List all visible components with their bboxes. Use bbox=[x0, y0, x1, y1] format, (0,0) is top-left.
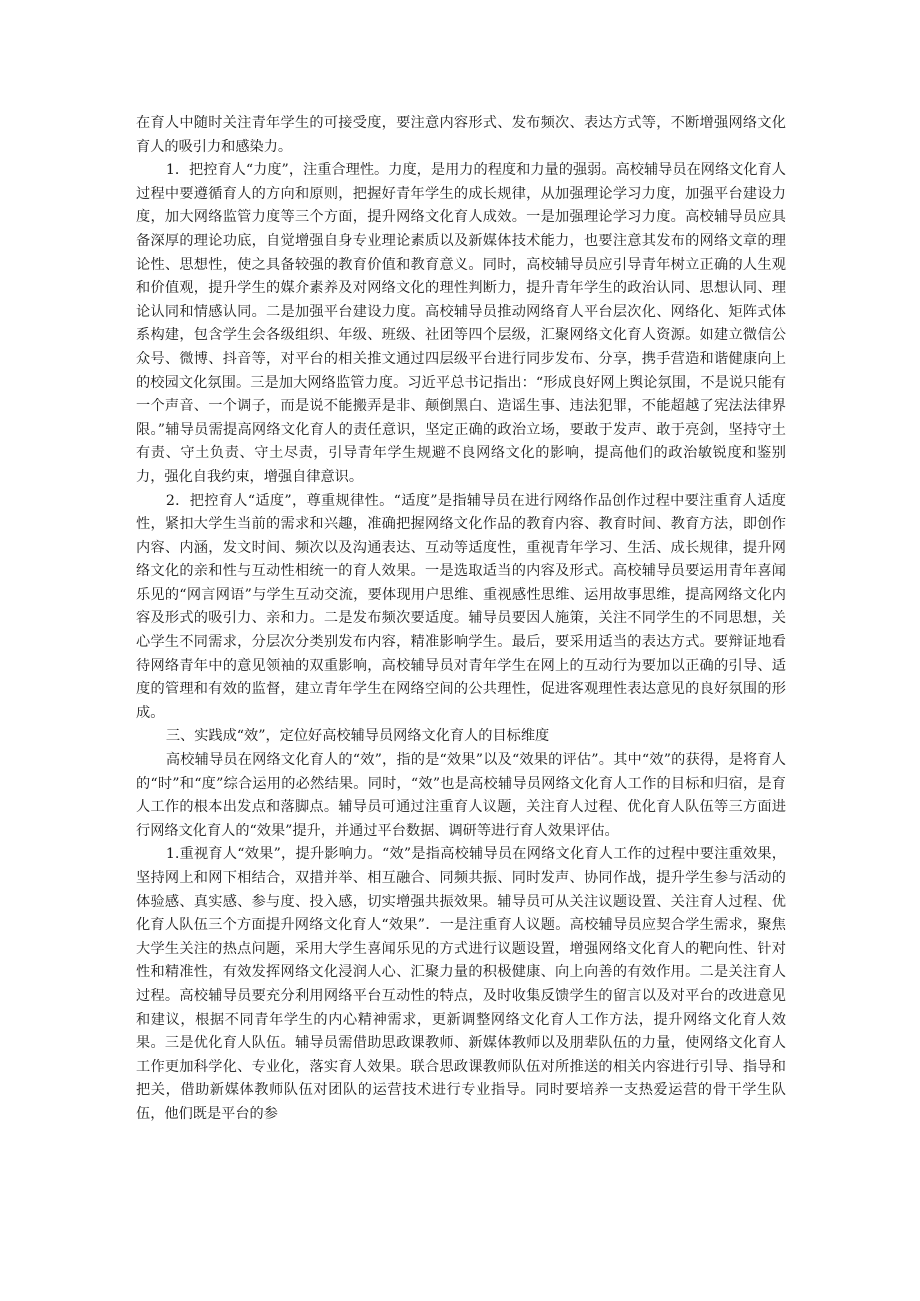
paragraph-effect: 1.重视育人“效果”，提升影响力。“效”是指高校辅导员在网络文化育人工作的过程中要注重效果，坚持网上和网下相结合，双措并举、相互融合、同频共振、同时发声、协同作战，提升学生参与活动的体验感、真实感、参与度、投入感，切实增强共振效果。辅导员可从关注议题设置、关注育人过程、优化育人队伍三个方面提升网络文化育人“效果”．一是注重育人议题。高校辅导员应契合学生需求，聚焦大学生关注的热点问题，采用大学生喜闻乐见的方式进行议题设置，增强网络文化育人的靶向性、针对性和精准性，有效发挥网络文化浸润人心、汇聚力量的积极健康、向上向善的有效作用。二是关注育人过程。高校辅导员要充分利用网络平台互动性的特点，及时收集反馈学生的留言以及对平台的改进意见和建议，根据不同青年学生的内心精神需求，更新调整网络文化育人工作方法，提升网络文化育人效果。三是优化育人队伍。辅导员需借助思政课教师、新媒体教师以及朋辈队伍的力量，使网络文化育人工作更加科学化、专业化，落实育人效果。联合思政课教师队伍对所推送的相关内容进行引导、指导和把关，借助新媒体教师队伍对团队的运营技术进行专业指导。同时要培养一支热爱运营的骨干学生队伍，他们既是平台的参 bbox=[136, 846, 786, 1122]
paragraph-continuation: 在育人中随时关注青年学生的可接受度，要注意内容形式、发布频次、表达方式等，不断增强网络文化育人的吸引力和感染力。 bbox=[136, 115, 786, 155]
paragraph-moderation: 2．把控育人“适度”，尊重规律性。“适度”是指辅导员在进行网络作品创作过程中要注重育人适度性，紧扣大学生当前的需求和兴趣，准确把握网络文化作品的教育内容、教育时间、教育方法，即创作内容、内涵，发文时间、频次以及沟通表达、互动等适度性，重视青年学习、生活、成长规律，提升网络文化的亲和性与互动性相统一的育人效果。一是选取适当的内容及形式。高校辅导员要运用青年喜闻乐见的“网言网语”与学生互动交流，要体现用户思维、重视感性思维、运用故事思维，提高网络文化内容及形式的吸引力、亲和力。二是发布频次要适度。辅导员要因人施策，关注不同学生的不同思想，关心学生不同需求，分层次分类别发布内容，精准影响学生。最后，要采用适当的表达方式。要辩证地看待网络青年中的意见领袖的双重影响，高校辅导员对青年学生在网上的互动行为要加以正确的引导、适度的管理和有效的监督，建立青年学生在网络空间的公共理性，促进客观理性表达意见的良好氛围的形成。 bbox=[136, 492, 786, 721]
paragraph-effect-intro: 高校辅导员在网络文化育人的“效”，指的是“效果”以及“效果的评估”。其中“效”的获得，是将育人的“时”和“度”综合运用的必然结果。同时，“效”也是高校辅导员网络文化育人工作的目标和归宿，是育人工作的根本出发点和落脚点。辅导员可通过注重育人议题，关注育人过程、优化育人队伍等三方面进行网络文化育人的“效果”提升，并通过平台数据、调研等进行育人效果评估。 bbox=[136, 752, 786, 839]
section-heading: 三、实践成“效”，定位好高校辅导员网络文化育人的目标维度 bbox=[165, 728, 550, 745]
paragraph-force: 1．把控育人“力度”，注重合理性。力度，是用力的程度和力量的强弱。高校辅导员在网络文化育人过程中要遵循育人的方向和原则，把握好青年学生的成长规律，从加强理论学习力度，加强平台建设力度，加大网络监管力度等三个方面，提升网络文化育人成效。一是加强理论学习力度。高校辅导员应具备深厚的理论功底，自觉增强自身专业理论素质以及新媒体技术能力，也要注意其发布的网络文章的理论性、思想性，使之具备较强的教育价值和教育意义。同时，高校辅导员应引导青年树立正确的人生观和价值观，提升学生的媒介素养及对网络文化的理性判断力，提升青年学生的政治认同、思想认同、理论认同和情感认同。二是加强平台建设力度。高校辅导员推动网络育人平台层次化、网络化、矩阵式体系构建，包含学生会各级组织、年级、班级、社团等四个层级，汇聚网络文化育人资源。如建立微信公众号、微博、抖音等，对平台的相关推文通过四层级平台进行同步发布、分享，携手营造和谐健康向上的校园文化氛围。三是加大网络监管力度。习近平总书记指出：“形成良好网上舆论氛围，不是说只能有一个声音、一个调子，而是说不能搬弄是非、颠倒黑白、造谣生事、违法犯罪，不能超越了宪法法律界限。”辅导员需提高网络文化育人的责任意识，坚定正确的政治立场，要敢于发声、敢于亮剑，坚持守土有责、守土负责、守土尽责，引导青年学生规避不良网络文化的影响，提高他们的政治敏锐度和鉴别力，强化自我约束，增强自律意识。 bbox=[136, 162, 786, 485]
document-body bbox=[136, 112, 786, 1127]
